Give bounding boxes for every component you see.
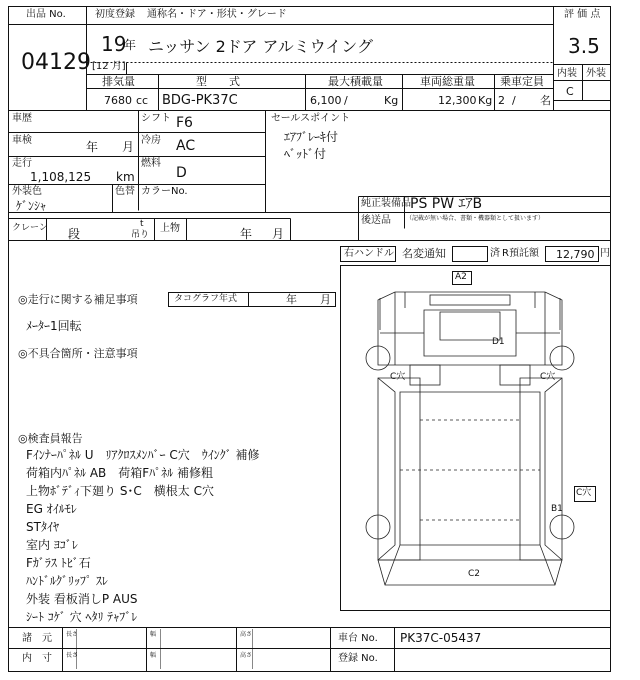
first-reg-label: 初度登録 (95, 9, 135, 20)
capacity-unit: 名 (540, 94, 551, 107)
tacho-month-unit: 月 (320, 293, 331, 306)
first-reg-year: 19 (101, 32, 127, 56)
exterior-label: 外装 (586, 68, 606, 79)
dim-len-label-2: 長さ (66, 652, 79, 659)
diagram-mark-b1: B1 (551, 504, 563, 514)
interior-label: 内装 (557, 68, 577, 79)
refund-symbol: 済 (490, 248, 500, 259)
max-load: 6,100 (310, 94, 342, 107)
max-load-slash: / (344, 94, 348, 107)
diagram-mark-a2: A2 (455, 272, 467, 282)
gross-weight-label: 車両総重量 (420, 75, 475, 88)
sales-point-2: ﾍﾞｯﾄﾞ付 (284, 147, 327, 161)
r-deposit-unit: 円 (600, 248, 610, 259)
color-no-label: カラーNo. (141, 186, 188, 197)
car-name-label: 通称名・ドア・形状・グレード (147, 9, 287, 20)
dim-height-label-1: 高さ (240, 631, 253, 638)
mileage: 1,108,125 (30, 170, 92, 184)
max-load-unit: Kg (384, 94, 399, 107)
interior-grade: C (566, 85, 574, 98)
dim-width-label-1: 幅 (150, 631, 157, 638)
report-line-2: 荷箱内ﾊﾟﾈﾙ AB 荷箱Fﾊﾟﾈﾙ 補修粗 (26, 466, 213, 480)
chassis-label: 車台 No. (338, 633, 378, 644)
ext-color: ｹﾞﾝｼｬ (16, 199, 47, 213)
dim-width-label-2: 幅 (150, 652, 157, 659)
displacement: 7680 (104, 94, 132, 107)
aftermarket-label: 後送品 (361, 215, 391, 226)
displacement-unit: cc (136, 94, 149, 107)
history-label: 車歴 (12, 113, 32, 124)
interior-dims-label: 内 寸 (22, 653, 52, 664)
crane-hang: 吊り (131, 230, 150, 240)
report-line-1: Fｲﾝﾅｰﾊﾟﾈﾙ U ﾘｱｸﾛｽﾒﾝﾊﾞｰ C穴 ｳｲﾝｸﾞ 補修 (26, 448, 260, 462)
shift: F6 (176, 115, 193, 131)
capacity-label: 乗車定員 (500, 75, 544, 88)
chassis-no: PK37C-05437 (400, 631, 482, 645)
inspector-title: ◎検査員報告 (18, 432, 83, 445)
meter-note: ﾒｰﾀｰ1回転 (26, 319, 82, 333)
report-line-9: 外装 看板消しP AUS (26, 592, 138, 606)
report-line-7: Fｶﾞﾗｽ ﾄﾋﾞ石 (26, 556, 91, 570)
gross-weight: 12,300 (438, 94, 477, 107)
model-label: 型 式 (196, 75, 240, 88)
max-load-label: 最大積載量 (328, 75, 383, 88)
fuel: D (176, 165, 187, 181)
aircon: AC (176, 138, 196, 154)
fuel-label: 燃料 (141, 158, 161, 169)
name-change-label: 名変通知 (402, 247, 446, 260)
inspection-label: 車検 (12, 135, 32, 146)
car-name: ニッサン 2ドア アルミウイング (148, 37, 373, 56)
r-deposit-label: R預託額 (502, 248, 539, 259)
model: BDG-PK37C (162, 93, 238, 108)
inspection-month-unit: 月 (122, 140, 135, 154)
diagram-mark-c-hole-right: C穴 (540, 372, 556, 382)
loading-month-unit: 月 (272, 227, 285, 241)
report-line-8: ﾊﾝﾄﾞﾙｸﾞﾘｯﾌﾟ ｽﾚ (26, 574, 108, 588)
inspection-year-unit: 年 (86, 140, 99, 154)
year-unit: 年 (124, 38, 137, 52)
loading-year-unit: 年 (240, 227, 253, 241)
shift-label: シフト (141, 113, 171, 124)
report-line-10: ｼｰﾄ ｺｹﾞ 穴 ﾍﾀﾘ ﾃｬﾌﾞﾚ (26, 610, 138, 624)
lot-no: 04129 (21, 50, 91, 75)
diagram-mark-c-hole-side: C穴 (576, 488, 592, 498)
report-line-3: 上物ﾎﾞﾃﾞｨ下廻り S･C 横根太 C穴 (26, 484, 215, 498)
truck-diagram (366, 292, 574, 585)
crane-t: t (140, 219, 144, 229)
defects-title: ◎不具合箇所・注意事項 (18, 347, 138, 360)
dim-height-label-2: 高さ (240, 652, 253, 659)
capacity: 2 (498, 94, 505, 107)
score: 3.5 (568, 34, 600, 58)
sales-points-label: セールスポイント (271, 113, 351, 124)
reg-label: 登録 No. (338, 653, 378, 664)
ext-color-label: 外装色 (12, 186, 42, 197)
rhd-label: 右ハンドル (344, 248, 394, 259)
gross-weight-unit: Kg (478, 94, 493, 107)
lot-no-label: 出品 No. (26, 9, 66, 20)
tacho-label: タコグラフ年式 (174, 294, 238, 304)
dims-label: 諸 元 (22, 633, 52, 644)
mileage-label: 走行 (12, 158, 32, 169)
report-line-5: STﾀｲﾔ (26, 520, 59, 534)
dim-len-label-1: 長さ (66, 631, 79, 638)
tacho-year-unit: 年 (286, 293, 297, 306)
score-label: 評 価 点 (564, 9, 601, 20)
name-change-box (452, 246, 488, 262)
r-deposit: 12,790 (556, 248, 595, 261)
displacement-label: 排気量 (102, 75, 135, 88)
capacity-slash: / (512, 94, 516, 107)
diagram-mark-d1: D1 (492, 337, 505, 347)
report-line-4: EG ｵｲﾙﾓﾚ (26, 502, 77, 516)
diagram-mark-c2: C2 (468, 569, 481, 579)
mileage-unit: km (116, 170, 135, 184)
crane-label: クレーン (12, 223, 48, 233)
aircon-label: 冷房 (141, 135, 161, 146)
crane-stage-unit: 段 (68, 227, 81, 241)
sales-point-1: ｴｱﾌﾞﾚｰｷ付 (284, 130, 339, 144)
equipment-label: 純正装備品 (361, 198, 411, 209)
first-reg-month: [12 月] (92, 61, 126, 72)
notes-title: ◎走行に関する補足事項 (18, 293, 138, 306)
aftermarket-note: （記載が無い場合、書類・機器類として扱います） (406, 215, 545, 222)
loading-label: 上物 (160, 223, 180, 234)
color-code-label: 色替 (115, 186, 135, 197)
equipment: PS PW ｴｱB (410, 196, 483, 212)
diagram-mark-c-hole-left: C穴 (390, 372, 406, 382)
report-line-6: 室内 ﾖｺﾞﾚ (26, 538, 78, 552)
